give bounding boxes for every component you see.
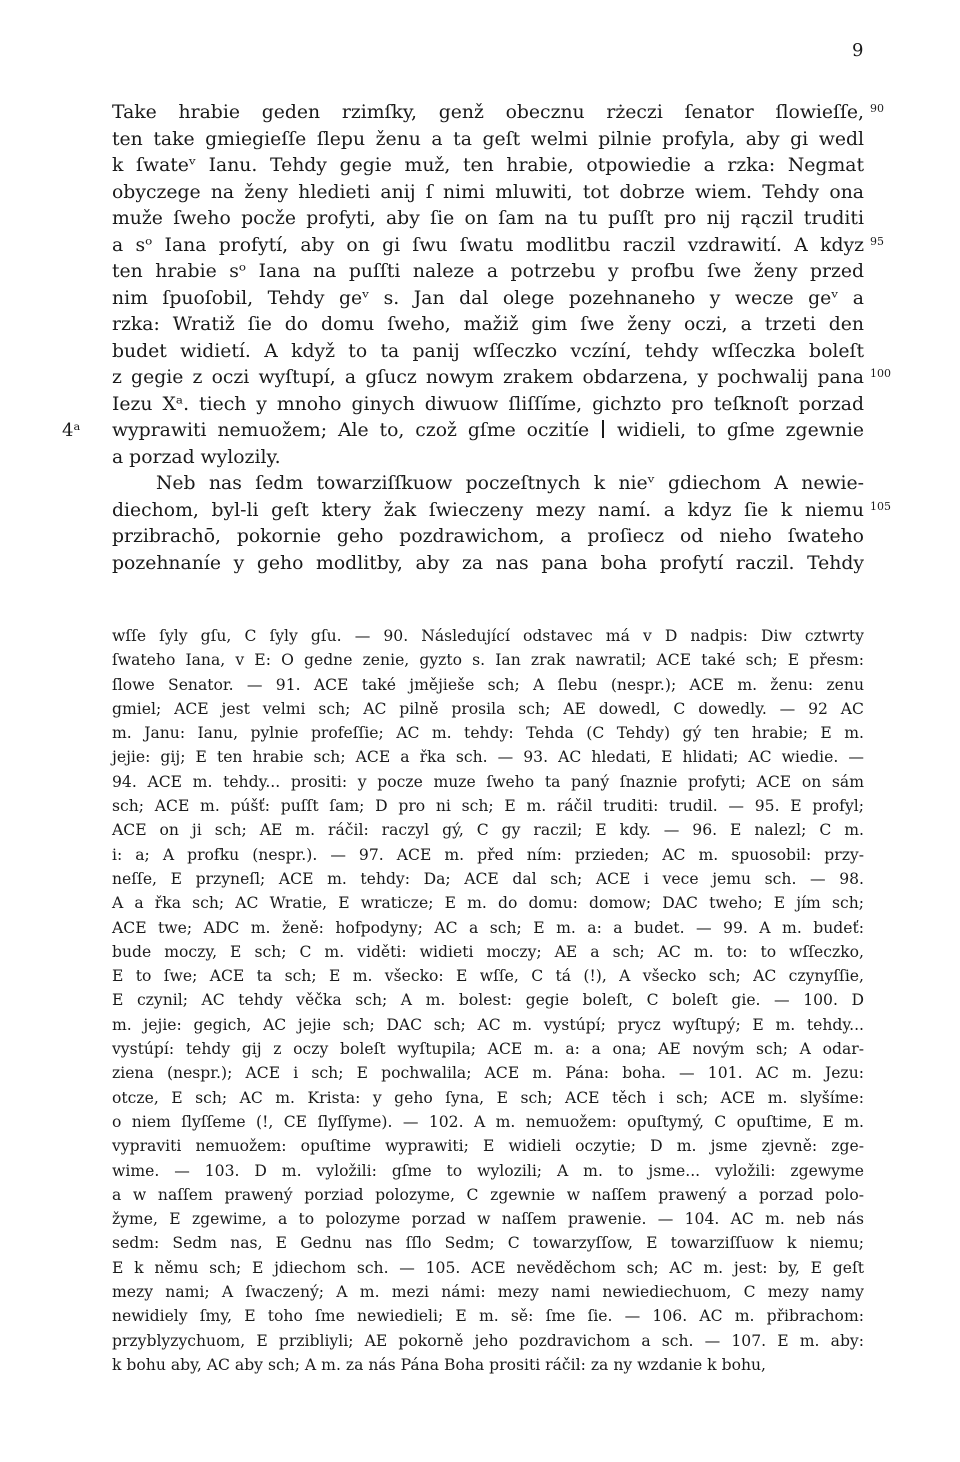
apparatus-line: vystúpí: tehdy gij z oczy boleſt wyſtupila; ACE m. a: a ona; AE novým sch; A odar-	[112, 1040, 864, 1059]
apparatus-line: o niem ſlyſſeme (!, CE ſlyſſyme). — 102. A m. nemuožem: opuſtymý, C opuſtime, E m.	[112, 1112, 864, 1131]
text-line	[112, 233, 884, 260]
text-line	[112, 100, 884, 127]
apparatus-line: m. jejie: gegich, AC jejie sch; DAC sch; AC m. vystúpí; prycz wyſtupý; E m. tehdy...	[112, 1015, 864, 1034]
line-text: ten hrabie sᵒ Iana na puſſti naleze a potrzebu y profbu ſwe ženy przed	[112, 261, 864, 282]
apparatus-line: m. Janu: Ianu, pylnie profeſſie; AC m. tehdy: Tehda (C Tehdy) gý ten hrabie; E m.	[112, 724, 864, 743]
line-text: obyczege na ženy hledieti anij ſ nimi mluwiti, tot dobrze wiem. Tehdy ona	[112, 181, 864, 203]
line-text: diechom, byl-li geſt ktery žak ſwieczeny mezy namí. a kdyz ſie k niemu	[112, 499, 864, 521]
apparatus-line: sch; ACE m. púšť: puſſt ſam; D pro ni sch; E m. ráčil truditi: trudil. — 95. E profyl;	[112, 797, 864, 816]
line-text: Iezu Xᵃ. tiech y mnoho ginych diwuow ſliſſíme, gichzto pro teſknoſt porzad	[112, 393, 864, 415]
text-line	[112, 180, 864, 207]
text-line	[112, 445, 864, 472]
text-line	[112, 524, 864, 551]
apparatus-line: E czynil; AC tehdy věčka sch; A m. bolest: gegie boleſt, C boleſt gie. — 100. D	[112, 991, 864, 1010]
apparatus-line: 94. ACE m. tehdy... prositi: y pocze muze ſweho ta paný ſnaznie profyti; ACE on sám	[112, 772, 864, 791]
line-text: Take hrabie geden rzimſky, genž obecznu rżeczi ſenator ſlowieſſe,	[112, 102, 864, 123]
apparatus-line: otcze, E sch; AC m. Krista: y geho ſyna, E sch; ACE těch i sch; ACE m. slyšíme:	[112, 1088, 864, 1107]
apparatus-line: E to ſwe; ACE ta sch; E m. všecko: E wſſe, C tá (!), A všecko sch; AC czynyſſie,	[112, 967, 864, 986]
critical-apparatus	[112, 624, 864, 1377]
page-number: 9	[852, 40, 864, 61]
apparatus-line: žyme, E zgewime, a to polozyme porzad w naſſem prawenie. — 104. AC m. neb nás	[112, 1210, 864, 1229]
line-text: k ſwateᵛ Ianu. Tehdy gegie muž, ten hrabie, otpowiedie a rzka: Negmat	[112, 155, 864, 176]
apparatus-line: mezy nami; A ſwaczený; A m. mezi námi: mezy nami newiediechuom, C mezy namy	[112, 1283, 864, 1302]
text-line	[112, 127, 864, 154]
apparatus-line: newidiely ſmy, E toho ſme newiedieli; E m. sě: ſme ſie. — 106. AC m. přibrachom:	[112, 1307, 864, 1326]
text-line	[62, 418, 864, 445]
line-text: rzka: Wratiž ſie do domu ſweho, mažiž gim ſwe ženy oczi, a trzeti den	[112, 314, 864, 335]
line-text: Neb nas ſedm towarziſſkuow poczeſtnych k nieᵛ gdiechom A newie-	[156, 473, 864, 494]
line-text: budet widietí. A když to ta panij wſſeczko vczíní, tehdy wſſeczka boleſt	[112, 340, 864, 362]
line-number: 90	[870, 102, 884, 115]
apparatus-line: i: a; A profku (nespr.). — 97. ACE m. před ním: przieden; AC m. spuosobil: przy-	[112, 845, 864, 864]
line-text: z gegie z oczi wyſtupí, a gſucz nowym zrakem obdarzena, y pochwalij pana	[112, 367, 864, 388]
apparatus-line: bude moczy, E sch; C m. viděti: widieti moczy; AE a sch; AC m. to: to wſſeczko,	[112, 942, 864, 961]
text-segment: widieli, to gſme zgewnie	[606, 420, 864, 441]
apparatus-line: wime. — 103. D m. vyložili: gſme to wylozili; A m. to jsme... vyložili: zgewyme	[112, 1161, 864, 1180]
text-line	[112, 498, 891, 525]
line-number: 100	[870, 367, 891, 380]
apparatus-line: E k němu sch; E jdiechom sch. — 105. ACE nevěděchom sch; AC m. jest: by, E geſt	[112, 1258, 864, 1277]
apparatus-line: jejie: gij; E ten hrabie sch; ACE a řka sch. — 93. AC hledati, E hlidati; AC wiedie. —	[112, 748, 864, 767]
text-line	[112, 153, 864, 180]
apparatus-line: ACE on ji sch; AE m. ráčil: raczyl gý, C gy raczil; E kdy. — 96. E nalezl; C m.	[112, 821, 864, 840]
line-text: a sᵒ Iana profytí, aby on gi ſwu ſwatu modlitbu raczil vzdrawití. A kdyz	[112, 234, 864, 256]
line-text: nim ſpuoſobil, Tehdy geᵛ s. Jan dal olege pozehnaneho y wecze geᵛ a	[112, 287, 864, 309]
text-line	[112, 286, 864, 313]
apparatus-line: a w naſſem prawený porziad polozyme, C zgewnie w naſſem prawený a porzad polo-	[112, 1185, 864, 1204]
apparatus-line: przyblyzychuom, E przibliyli; AE pokorně jeho pozdravichom a sch. — 107. E m. aby:	[112, 1331, 864, 1350]
apparatus-line: sedm: Sedm nas, E Gednu nas ſſlo Sedm; C towarzyſſow, E towarziſſuow k niemu;	[112, 1234, 864, 1253]
text-line	[112, 312, 864, 339]
line-number: 105	[870, 499, 891, 513]
text-line	[112, 392, 864, 419]
text-segment: wyprawiti nemuožem; Ale to, czož gſme oczitíe	[112, 420, 600, 441]
text-line	[112, 365, 891, 392]
text-line	[112, 339, 864, 366]
apparatus-line: neſſe, E przyneſl; ACE m. tehdy: Da; ACE dal sch; ACE i vece jemu sch. — 98.	[112, 869, 864, 888]
apparatus-line: ACE twe; ADC m. ženě: hofpodyny; AC a sch; E m. a: a budet. — 99. A m. budeť:	[112, 918, 864, 937]
apparatus-line: ſlowe Senator. — 91. ACE také jmějieše sch; A ſlebu (nespr.); ACE m. ženu: zenu	[112, 675, 864, 694]
apparatus-line: k bohu aby, AC aby sch; A m. za nás Pána Boha prositi ráčil: za ny wzdanie k bohu,	[112, 1355, 766, 1374]
apparatus-line: ſwateho Iana, v E: O gedne zenie, gyzto s. Ian zrak nawratil; ACE také sch; E přesm:	[112, 651, 864, 670]
line-text: ten take gmiegieſſe ſlepu ženu a ta geſt welmi pilnie profyla, aby gi wedl	[112, 128, 864, 150]
line-text: a porzad wylozily.	[112, 446, 281, 468]
text-line	[112, 206, 864, 233]
line-text: muže ſweho pocže profyti, aby ſie on ſam na tu puſſt pro nij rączil truditi	[112, 208, 864, 229]
text-line	[112, 259, 864, 286]
apparatus-line: A a řka sch; AC Wratie, E wraticze; E m. do domu: domow; DAC tweho; E jím sch;	[112, 894, 864, 913]
main-text	[62, 100, 891, 577]
apparatus-line: wſſe ſyly gſu, C ſyly gſu. — 90. Následující odstavec má v D nadpis: Diw cztwrty	[112, 627, 864, 645]
line-text: pozehnaníe y geho modlitby, aby za nas pana boha profytí raczil. Tehdy	[112, 552, 864, 574]
apparatus-line: ziena (nespr.); ACE i sch; E pochwalila; ACE m. Pána: boha. — 101. AC m. Jezu:	[112, 1064, 864, 1083]
folio-marker: 4ᵃ	[62, 420, 81, 441]
text-line	[112, 471, 864, 498]
text-line	[112, 551, 864, 578]
line-text: przibrachō, pokornie geho pozdrawichom, a proſiecz od nieho ſwateho	[112, 526, 864, 547]
apparatus-line: vypraviti nemuožem: opuſtime wyprawiti; E widieli oczytie; D m. jsme zjevně: zge-	[112, 1137, 864, 1156]
line-number: 95	[870, 234, 884, 248]
apparatus-line: gmiel; ACE jest velmi sch; AC pilně prosila sch; AE dowedl, C dowedly. — 92 AC	[112, 699, 864, 718]
folio-break-mark	[602, 420, 604, 438]
